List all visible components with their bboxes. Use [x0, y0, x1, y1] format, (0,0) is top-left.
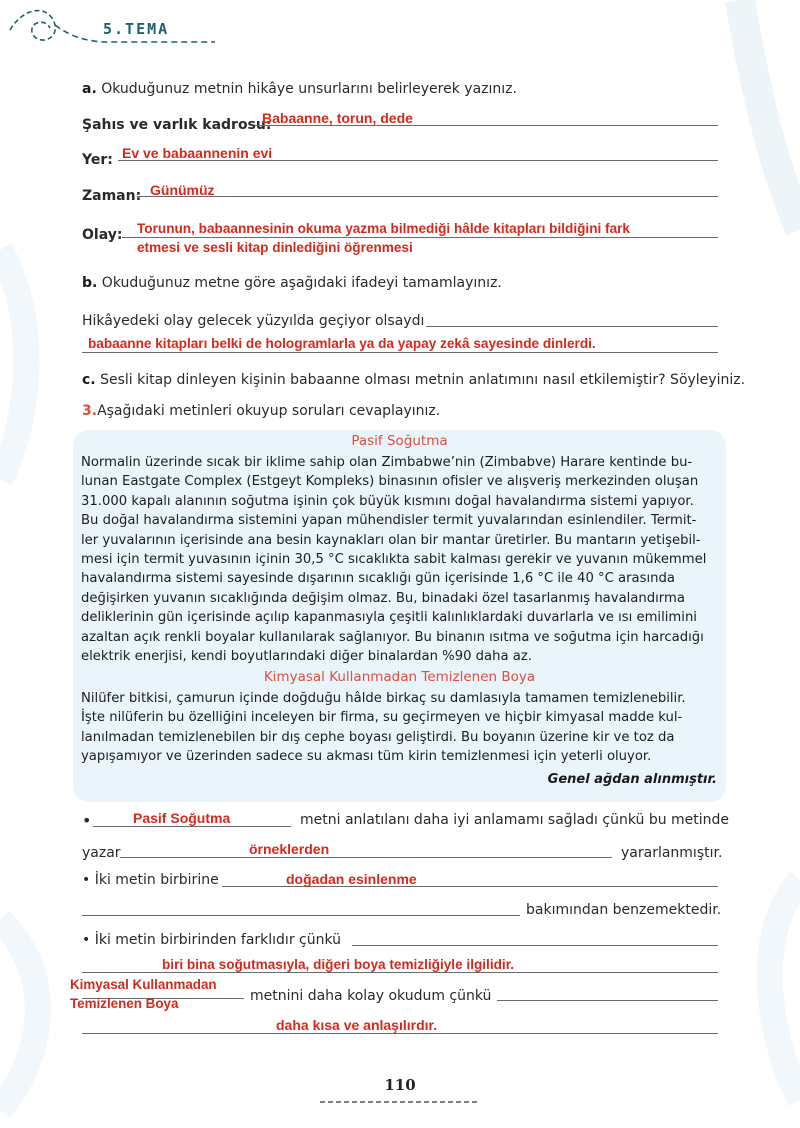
- task3-instruction: Aşağıdaki metinleri okuyup soruları cevaplayınız.: [97, 403, 441, 419]
- reading-text-2-line: yapışamıyor ve üzerinden sadece su akması tüm kirin temizlenmesi için yeterli oluyor.: [81, 749, 652, 765]
- field-label-place: Yer:: [82, 152, 113, 168]
- reading-text-1: [81, 453, 717, 666]
- item1-prefix: yazar: [82, 845, 121, 861]
- answer-line-b1[interactable]: [426, 326, 718, 327]
- question-c-text: Sesli kitap dinleyen kişinin babaanne olması metnin anlatımını nasıl etkilemiştir? Söyleyiniz.: [100, 372, 746, 388]
- answer-line-item3[interactable]: [352, 945, 718, 946]
- page-number: 110: [384, 1076, 416, 1094]
- answer-b: babaanne kitapları belki de hologramlarla ya da yapay zekâ sayesinde dinlerdi.: [88, 336, 596, 351]
- answer-place: Ev ve babaannenin evi: [122, 145, 273, 161]
- answer-event-line1: Torunun, babaannesinin okuma yazma bilmediği hâlde kitapları bildiğini fark: [137, 221, 630, 236]
- question-a-marker: a.: [82, 81, 97, 97]
- question-b: [82, 275, 502, 291]
- item1-suffix: yararlanmıştır.: [621, 845, 723, 861]
- reading-text-1-line: azaltan açık renkli boyalar kullanılarak sağlanıyor. Bu binanın ısıtma ve soğutma için harcadığı: [81, 629, 704, 645]
- answer-line-b2[interactable]: [82, 352, 718, 353]
- reading-text-1-line: değişirken yuvanın sıcaklığında değişim olmaz. Bu, binadaki özel tasarlanmış havalandırma: [81, 590, 685, 606]
- answer-item3: biri bina soğutmasıyla, diğeri boya temizliğiyle ilgilidir.: [162, 957, 515, 972]
- reading-text-1-line: deliklerinin gün içerisinde açılıp kapanmasıyla çeşitli kalınlıklardaki duvarlarla ve ısı emilimini: [81, 610, 697, 626]
- reading-text-1-line: mesi için termit yuvasının içinin 30,5 °C sıcaklıkta sabit kalması gerekir ve yuvanın mükemmel: [81, 552, 707, 568]
- reading-text-1-line: ler yuvalarının içerisinde ana besin kaynakları olan bir mantar üretirler. Bu mantarın yetişebil-: [81, 532, 701, 548]
- question-c-marker: c.: [82, 372, 96, 388]
- reading-text-2: [81, 689, 717, 767]
- reading-text-1-line: Bu doğal havalandırma sistemini yapan mühendisler termit yuvalarından esinlendiler. Termit-: [81, 513, 697, 529]
- answer-item2: doğadan esinlenme: [286, 871, 417, 887]
- answer-item1: Pasif Soğutma: [133, 810, 231, 826]
- field-label-time: Zaman:: [82, 188, 142, 204]
- answer-item4-line1: Kimyasal Kullanmadan: [70, 977, 217, 992]
- reading-text-1-line: Normalin üzerinde sıcak bir iklime sahip olan Zimbabwe’nin (Zimbabve) Harare kentinde bu-: [81, 455, 693, 470]
- item4-text: metnini daha kolay okudum çünkü: [250, 988, 492, 1004]
- question-b-marker: b.: [82, 275, 98, 291]
- reading-text-1-line: lunan Eastgate Complex (Estgeyt Kompleks) binasının ofisler ve alışveriş merkezinden oluşan: [81, 474, 699, 490]
- answer-line-event[interactable]: [122, 237, 718, 238]
- field-label-cast: Şahıs ve varlık kadrosu:: [82, 117, 272, 133]
- question-a: [82, 81, 517, 97]
- answer-event-line2: etmesi ve sesli kitap dinlediğini öğrenmesi: [137, 240, 413, 255]
- task3-number: 3.: [82, 403, 98, 419]
- reading-text-2-line: İşte nilüferin bu özelliğini inceleyen bir firma, su geçirmeyen ve hiçbir kimyasal madde kul-: [81, 710, 683, 726]
- field-label-event: Olay:: [82, 227, 123, 243]
- theme-label: 5.TEMA: [103, 20, 170, 38]
- question-a-text: Okuduğunuz metnin hikâye unsurlarını belirleyerek yazınız.: [101, 81, 517, 97]
- reading-title-2: Kimyasal Kullanmadan Temizlenen Boya: [263, 669, 536, 685]
- item2-suffix: bakımından benzemektedir.: [526, 902, 722, 918]
- question-b-text: Okuduğunuz metne göre aşağıdaki ifadeyi tamamlayınız.: [101, 275, 502, 291]
- answer-item1b: örneklerden: [249, 841, 330, 857]
- answer-line-item2b[interactable]: [82, 915, 520, 916]
- reading-text-2-line: lanılmadan temizlenebilen bir dış cephe boyası geliştirdi. Bu boyanın üzerine kir ve toz da: [81, 729, 675, 745]
- bullet-2: •: [82, 872, 91, 888]
- reading-text-1-line: 31.000 kapalı alanının soğutma işinin çok büyük kısmını doğal havalandırma sistemi yapıyor.: [81, 493, 694, 509]
- footer-dash-decoration: [318, 1098, 482, 1106]
- question-c: [82, 372, 745, 388]
- answer-item4b: daha kısa ve anlaşılırdır.: [276, 1017, 438, 1033]
- answer-item4-line2: Temizlenen Boya: [70, 996, 179, 1011]
- question-b-prompt: Hikâyedeki olay gelecek yüzyılda geçiyor olsaydı: [82, 313, 425, 329]
- answer-line-item4c[interactable]: [82, 1033, 718, 1034]
- reading-text-1-line: havalandırma sistemi sayesinde dışarının sıcaklığı gün içerisinde 1,6 °C ile 40 °C arasında: [81, 571, 675, 587]
- item2-text: [82, 872, 219, 888]
- answer-cast: Babaanne, torun, dede: [262, 110, 413, 126]
- answer-line-item3b[interactable]: [82, 972, 718, 973]
- item1-text: metni anlatılanı daha iyi anlamamı sağladı çünkü bu metinde: [300, 812, 730, 828]
- item3-text: [82, 932, 341, 948]
- answer-time: Günümüz: [150, 182, 215, 198]
- answer-line-time[interactable]: [137, 196, 718, 197]
- bullet-1: •: [82, 811, 92, 830]
- reading-source: Genel ağdan alınmıştır.: [547, 772, 717, 787]
- answer-line-item4b[interactable]: [497, 1000, 718, 1001]
- reading-text-1-line: elektrik enerjisi, kendi boyutlarındaki diğer binalardan %90 daha az.: [81, 649, 532, 665]
- item2-label: İki metin birbirine: [94, 872, 219, 888]
- task3-heading: [82, 403, 440, 419]
- item3-label: İki metin birbirinden farklıdır çünkü: [94, 932, 342, 948]
- answer-line-item1[interactable]: [93, 826, 291, 827]
- answer-line-item1b[interactable]: [120, 857, 612, 858]
- bullet-3: •: [82, 932, 91, 948]
- reading-title-1: Pasif Soğutma: [351, 433, 448, 449]
- reading-text-2-line: Nilüfer bitkisi, çamurun içinde doğduğu hâlde birkaç su damlasıyla tamamen temizlenebilir.: [81, 691, 686, 706]
